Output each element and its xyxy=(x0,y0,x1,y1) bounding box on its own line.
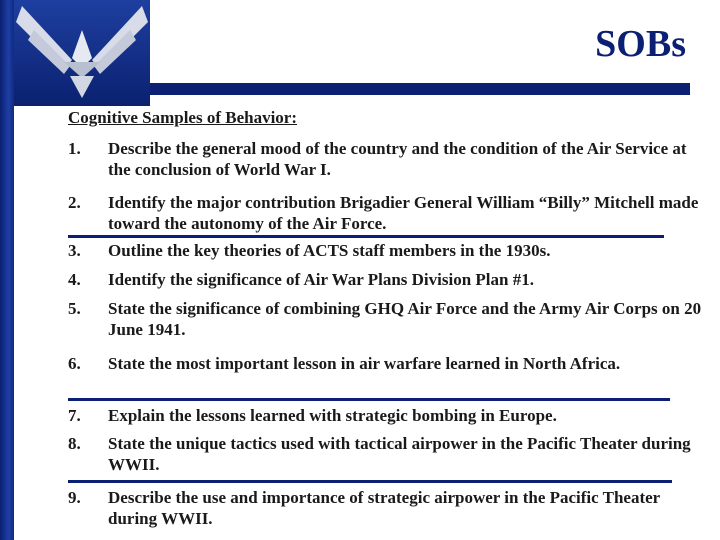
separator-line xyxy=(68,398,670,401)
item-text: Describe the general mood of the country and the condition of the Air Service at the conclusion of World War I. xyxy=(108,139,687,179)
item-number: 3. xyxy=(68,241,81,260)
item-text: State the unique tactics used with tactical airpower in the Pacific Theater during WWII. xyxy=(108,434,691,474)
left-accent-bar xyxy=(0,0,14,540)
item-text: Explain the lessons learned with strategic bombing in Europe. xyxy=(108,406,557,425)
item-text: Identify the significance of Air War Plans Division Plan #1. xyxy=(108,270,534,289)
item-text: State the significance of combining GHQ Air Force and the Army Air Corps on 20 June 1941. xyxy=(108,299,702,339)
title-underline-bar xyxy=(150,83,690,95)
item-number: 5. xyxy=(68,299,81,318)
item-number: 7. xyxy=(68,406,81,425)
item-number: 9. xyxy=(68,488,81,507)
separator-line xyxy=(68,235,664,238)
subtitle: Cognitive Samples of Behavior: xyxy=(68,108,298,127)
item-number: 6. xyxy=(68,354,81,373)
item-number: 8. xyxy=(68,434,81,453)
item-text: Identify the major contribution Brigadier General William “Billy” Mitchell made toward the autonomy of the Air Force. xyxy=(108,193,699,233)
item-text: State the most important lesson in air warfare learned in North Africa. xyxy=(108,354,621,373)
item-number: 2. xyxy=(68,193,81,212)
item-text: Describe the use and importance of strategic airpower in the Pacific Theater during WWII. xyxy=(108,488,660,528)
item-number: 4. xyxy=(68,270,81,289)
separator-line xyxy=(68,480,672,483)
slide-title: SOBs xyxy=(595,23,686,65)
item-text: Outline the key theories of ACTS staff members in the 1930s. xyxy=(108,241,551,260)
air-force-logo xyxy=(14,0,150,106)
item-number: 1. xyxy=(68,139,81,158)
air-force-wings-emblem-icon xyxy=(14,0,150,106)
